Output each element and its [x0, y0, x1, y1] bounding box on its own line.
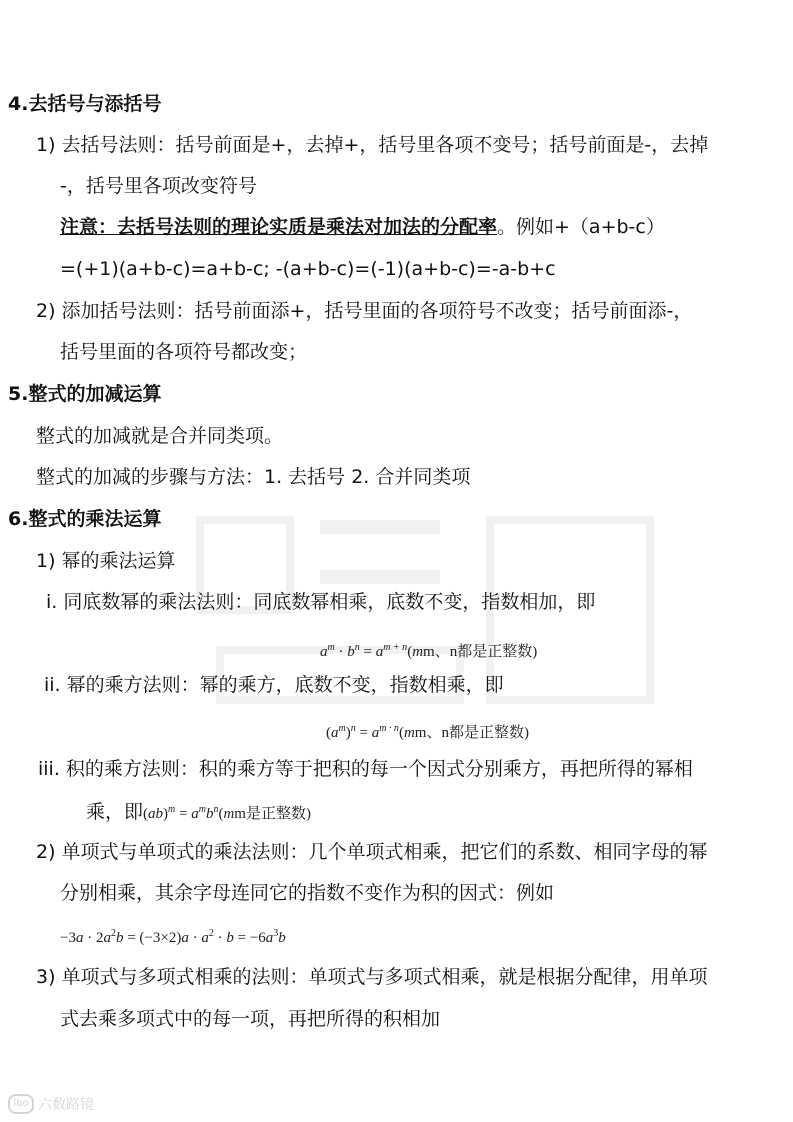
s6-sub3-line1: 3) 单项式与多项式相乘的法则：单项式与多项式相乘，就是根据分配律，用单项: [36, 966, 708, 988]
logo-icon: lbo: [8, 1094, 34, 1114]
s4-rule1-line2: -，括号里各项改变符号: [60, 175, 257, 197]
watermark-logo-text: 六数路镜: [38, 1097, 94, 1113]
formula-iii-cond: m是正整数: [234, 806, 306, 822]
s4-note-bold: 注意：去括号法则的理论实质是乘法对加法的分配率: [60, 216, 498, 238]
s6-sub1: 1) 幂的乘法运算: [36, 550, 176, 572]
s6-sub2-line1: 2) 单项式与单项式的乘法法则：几个单项式相乘，把它们的系数、相同字母的幂: [36, 841, 708, 863]
s6-rule-iii-line2: [86, 797, 311, 827]
section-4-title: 4.去括号与添括号: [8, 93, 162, 115]
s6-sub3-line2: 式去乘多项式中的每一项，再把所得的积相加: [60, 1008, 441, 1030]
formula-monomial-example: $-3a \cdot 2a^2b = (-3\times 2)a \cdot a^2 \cdot b = -6a^3b$: [60, 928, 286, 946]
s6-rule-ii: ii. 幂的乘方法则：幂的乘方，底数不变，指数相乘，即: [44, 674, 504, 696]
s6-rule-iii-line2-text: 乘，即: [86, 801, 144, 823]
section-5-title: 5.整式的加减运算: [8, 383, 162, 405]
formula-i-cond: m、n都是正整数: [423, 644, 533, 660]
section-6-title: 6.整式的乘法运算: [8, 508, 162, 530]
s4-note: [60, 214, 665, 240]
s4-rule2-line2: 括号里面的各项符号都改变；: [60, 341, 308, 363]
formula-i: $a^m \cdot b^n = a^{m + n}(mm$、n都是正整数): [320, 642, 538, 660]
s4-rule2-line1: 2) 添加括号法则：括号前面添+，括号里面的各项符号不改变；括号前面添-，: [36, 300, 693, 322]
s6-sub2-line2: 分别相乘，其余字母连同它的指数不变作为积的因式：例如: [60, 882, 555, 904]
s6-rule-i: i. 同底数幂的乘法法则：同底数幂相乘，底数不变，指数相加，即: [46, 591, 596, 613]
formula-ii: $(a^m)^n = a^{m \cdot n}(mm$、n都是正整数): [326, 723, 529, 741]
formula-ii-cond: m、n都是正整数: [414, 725, 524, 741]
s5-line1: 整式的加减就是合并同类项。: [36, 425, 284, 447]
s6-rule-iii-line1: iii. 积的乘方法则：积的乘方等于把积的每一个因式分别乘方，再把所得的幂相: [38, 758, 693, 780]
watermark-logo: [8, 1094, 94, 1114]
s4-example: =(+1)(a+b-c)=a+b-c; -(a+b-c)=(-1)(a+b-c)=-a-b+c: [60, 258, 556, 280]
s5-line2: 整式的加减的步骤与方法：1. 去括号 2. 合并同类项: [36, 466, 471, 488]
s4-note-rest: 。例如+（a+b-c）: [497, 216, 665, 238]
formula-iii: $(ab)^m = a^mb^n(mm$是正整数): [143, 804, 311, 822]
s4-rule1-line1: 1) 去括号法则：括号前面是+，去掉+，括号里各项不变号；括号前面是-，去掉: [36, 134, 709, 156]
